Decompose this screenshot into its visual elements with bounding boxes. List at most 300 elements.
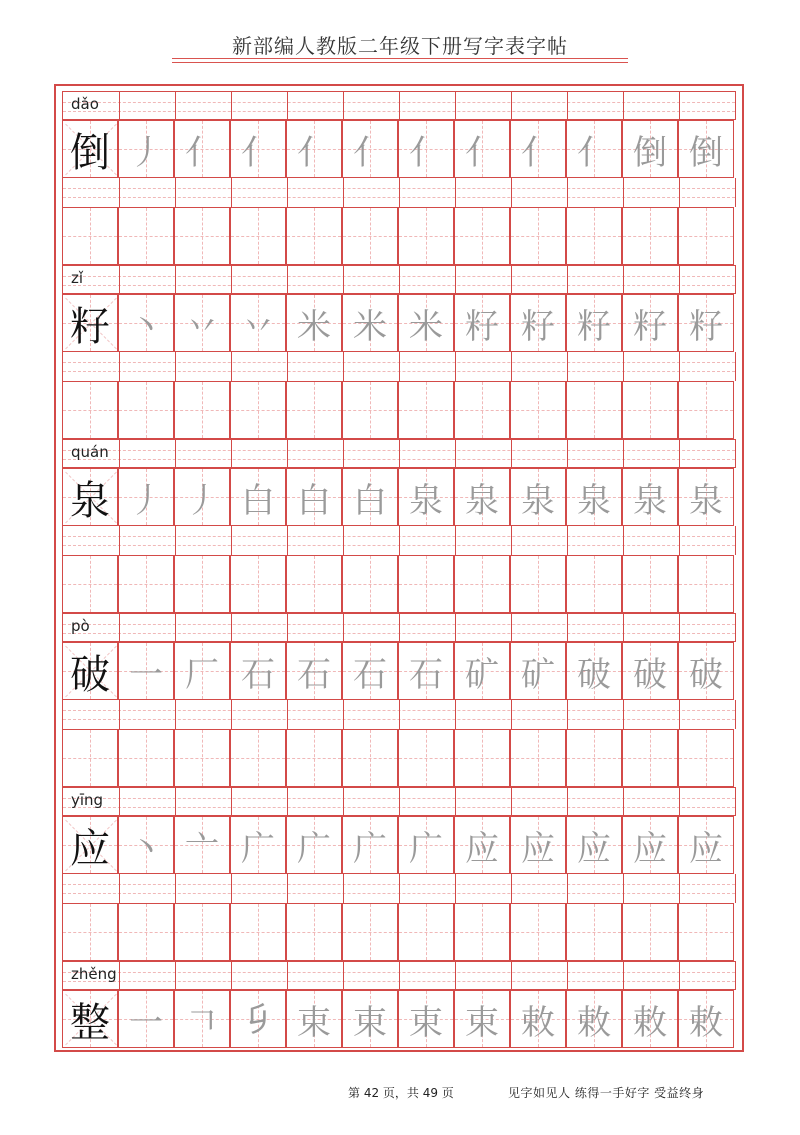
pinyin-label: yīng [71,791,104,809]
center-guide-vertical [426,730,427,786]
cell-divider [399,526,400,555]
cell-divider [679,962,680,989]
cell-divider [287,788,288,815]
stroke-step-cell [174,120,230,178]
cell-divider [399,92,400,119]
blank-writing-cell [454,207,510,265]
cell-divider [343,614,344,641]
cell-divider [175,962,176,989]
stroke-step-cell [454,642,510,700]
cell-divider [119,178,120,207]
stroke-order-step: 丷 [241,306,275,347]
cell-divider [175,266,176,293]
practice-row [62,381,736,439]
blank-writing-cell [566,381,622,439]
stroke-order-step: 𠃍 [185,1002,219,1043]
practice-row [62,903,736,961]
stroke-order-step: 敕 [577,1002,611,1043]
stroke-step-cell [230,294,286,352]
center-guide-vertical [202,208,203,264]
center-guide-vertical [90,208,91,264]
character-block [62,91,736,265]
pinyin-row [62,961,736,990]
cell-divider [119,614,120,641]
center-guide-vertical [370,382,371,438]
center-guide-vertical [594,382,595,438]
stroke-order-step: 亻 [297,132,331,173]
character-row [62,294,736,352]
cell-divider [231,352,232,381]
stroke-step-cell [566,468,622,526]
pinyin-row [62,265,736,294]
cell-divider [231,962,232,989]
character-block [62,613,736,787]
stroke-order-step: 米 [353,306,387,347]
blank-writing-cell [174,555,230,613]
cell-divider [287,526,288,555]
blank-writing-cell [622,381,678,439]
cell-divider [511,526,512,555]
center-guide-vertical [90,730,91,786]
stroke-step-cell [174,816,230,874]
center-guide-vertical [426,556,427,612]
stroke-order-step: 亻 [241,132,275,173]
stroke-order-step: 广 [297,828,331,869]
cell-divider [623,266,624,293]
center-guide-vertical [650,730,651,786]
center-guide-vertical [90,904,91,960]
stroke-order-step: 籽 [577,306,611,347]
stroke-step-cell [510,816,566,874]
center-guide-vertical [258,556,259,612]
character-block [62,787,736,961]
stroke-step-cell [398,468,454,526]
pinyin-blank-row [62,526,736,555]
character-block [62,961,736,1135]
cell-divider [119,266,120,293]
cell-divider [399,962,400,989]
center-guide-vertical [90,382,91,438]
title-underline [172,58,628,59]
cell-divider [679,526,680,555]
blank-writing-cell [678,555,734,613]
center-guide-vertical [538,208,539,264]
stroke-step-cell [342,468,398,526]
stroke-order-step: 丶 [129,306,163,347]
cell-divider [231,874,232,903]
pinyin-blank-row [62,178,736,207]
stroke-order-step: 广 [241,828,275,869]
practice-row [62,207,736,265]
pinyin-label: quán [71,443,109,461]
cell-divider [623,700,624,729]
cell-divider [175,788,176,815]
cell-divider [623,178,624,207]
stroke-step-cell [342,120,398,178]
center-guide-vertical [370,904,371,960]
stroke-step-cell [678,294,734,352]
stroke-step-cell [286,816,342,874]
blank-writing-cell [286,555,342,613]
cell-divider [343,178,344,207]
page-number: 第 42 页，共 49 页 [348,1086,454,1100]
stroke-order-step: 应 [577,828,611,869]
stroke-order-step: 𠂎 [241,999,275,1040]
center-guide-vertical [146,904,147,960]
stroke-order-step: 倒 [689,132,723,173]
cell-divider [287,440,288,467]
blank-writing-cell [398,555,454,613]
cell-divider [623,614,624,641]
blank-writing-cell [566,729,622,787]
stroke-step-cell [286,294,342,352]
footer-slogan: 见字如见人 练得一手好字 受益终身 [508,1086,705,1100]
center-guide-vertical [482,904,483,960]
stroke-step-cell [174,990,230,1048]
blank-writing-cell [622,555,678,613]
cell-divider [399,352,400,381]
stroke-order-step: 厂 [185,654,219,695]
stroke-step-cell [286,642,342,700]
stroke-order-step: 白 [241,480,275,521]
center-guide-vertical [706,556,707,612]
cell-divider [175,178,176,207]
cell-divider [231,788,232,815]
stroke-step-cell [454,990,510,1048]
cell-divider [119,788,120,815]
stroke-step-cell [510,120,566,178]
cell-divider [511,178,512,207]
cell-divider [679,700,680,729]
cell-divider [399,700,400,729]
blank-writing-cell [510,207,566,265]
stroke-step-cell [566,642,622,700]
cell-divider [175,92,176,119]
cell-divider [343,352,344,381]
cell-divider [343,874,344,903]
cell-divider [567,962,568,989]
stroke-step-cell [678,816,734,874]
stroke-step-cell [566,120,622,178]
stroke-step-cell [398,294,454,352]
cell-divider [231,440,232,467]
blank-writing-cell [510,903,566,961]
character-row [62,990,736,1048]
stroke-step-cell [118,816,174,874]
stroke-order-step: 破 [633,654,667,695]
cell-divider [679,440,680,467]
stroke-step-cell [118,468,174,526]
blank-writing-cell [286,729,342,787]
center-guide-vertical [146,382,147,438]
stroke-step-cell [398,816,454,874]
cell-divider [231,266,232,293]
cell-divider [119,526,120,555]
stroke-step-cell [342,294,398,352]
blank-writing-cell [342,207,398,265]
blank-writing-cell [678,903,734,961]
stroke-step-cell [174,468,230,526]
cell-divider [455,352,456,381]
stroke-order-step: 应 [521,828,555,869]
stroke-order-step: 籽 [689,306,723,347]
stroke-order-step: 亻 [521,132,555,173]
cell-divider [119,352,120,381]
center-guide-vertical [650,382,651,438]
center-guide-vertical [370,730,371,786]
stroke-order-step: 丿 [129,132,163,173]
stroke-step-cell [286,468,342,526]
character-block [62,439,736,613]
center-guide-vertical [706,730,707,786]
stroke-step-cell [398,120,454,178]
blank-writing-cell [118,729,174,787]
cell-divider [119,440,120,467]
stroke-step-cell [622,120,678,178]
blank-writing-cell [398,207,454,265]
cell-divider [455,526,456,555]
center-guide-vertical [202,556,203,612]
center-guide-vertical [370,208,371,264]
blank-writing-cell [342,555,398,613]
stroke-step-cell [286,990,342,1048]
blank-writing-cell [454,903,510,961]
center-guide-vertical [426,208,427,264]
cell-divider [455,788,456,815]
cell-divider [343,92,344,119]
stroke-order-step: 丿 [129,480,163,521]
pinyin-row [62,613,736,642]
stroke-order-step: 广 [409,828,443,869]
stroke-order-step: 矿 [465,654,499,695]
cell-divider [511,440,512,467]
stroke-order-step: 束 [297,1002,331,1043]
model-character: 整 [70,999,110,1046]
blank-writing-cell [510,729,566,787]
cell-divider [455,440,456,467]
stroke-order-step: 矿 [521,654,555,695]
cell-divider [623,788,624,815]
cell-divider [287,352,288,381]
stroke-order-step: 石 [297,654,331,695]
stroke-step-cell [622,468,678,526]
center-guide-vertical [650,904,651,960]
stroke-order-step: 亻 [353,132,387,173]
stroke-order-step: 广 [353,828,387,869]
model-character: 应 [70,825,110,872]
stroke-step-cell [174,642,230,700]
cell-divider [679,92,680,119]
stroke-order-step: 亻 [465,132,499,173]
cell-divider [511,700,512,729]
stroke-order-step: 丷 [185,306,219,347]
stroke-order-step: 束 [409,1002,443,1043]
blank-writing-cell [230,903,286,961]
stroke-order-step: 泉 [465,480,499,521]
character-row [62,642,736,700]
blank-writing-cell [342,729,398,787]
center-guide-vertical [314,556,315,612]
stroke-step-cell [622,642,678,700]
cell-divider [399,614,400,641]
cell-divider [511,266,512,293]
stroke-step-cell [230,120,286,178]
cell-divider [511,352,512,381]
cell-divider [679,178,680,207]
stroke-step-cell [230,990,286,1048]
stroke-step-cell [622,990,678,1048]
cell-divider [511,92,512,119]
cell-divider [343,526,344,555]
cell-divider [511,874,512,903]
character-row [62,816,736,874]
center-guide-vertical [482,730,483,786]
practice-row [62,555,736,613]
stroke-order-step: 应 [465,828,499,869]
cell-divider [399,440,400,467]
stroke-step-cell [398,990,454,1048]
blank-writing-cell [230,729,286,787]
stroke-step-cell [118,120,174,178]
cell-divider [343,700,344,729]
center-guide-vertical [258,730,259,786]
cell-divider [455,962,456,989]
stroke-order-step: 敕 [689,1002,723,1043]
center-guide-vertical [538,730,539,786]
cell-divider [623,352,624,381]
cell-divider [567,874,568,903]
stroke-step-cell [230,468,286,526]
stroke-order-step: 石 [353,654,387,695]
cell-divider [287,700,288,729]
blank-writing-cell [286,207,342,265]
center-guide-vertical [706,904,707,960]
center-guide-vertical [314,208,315,264]
blank-writing-cell [678,381,734,439]
practice-grid [62,91,736,1045]
blank-writing-cell [118,207,174,265]
cell-divider [287,614,288,641]
stroke-order-step: 泉 [409,480,443,521]
stroke-order-step: 泉 [633,480,667,521]
blank-writing-cell [510,555,566,613]
blank-writing-cell [286,381,342,439]
cell-divider [119,700,120,729]
stroke-order-step: 籽 [521,306,555,347]
cell-divider [399,788,400,815]
stroke-step-cell [678,468,734,526]
cell-divider [679,874,680,903]
stroke-step-cell [398,642,454,700]
cell-divider [455,874,456,903]
stroke-step-cell [566,990,622,1048]
cell-divider [175,614,176,641]
blank-writing-cell [566,207,622,265]
cell-divider [567,700,568,729]
cell-divider [511,962,512,989]
model-character-cell [62,642,118,700]
stroke-step-cell [454,816,510,874]
blank-writing-cell [510,381,566,439]
center-guide-vertical [314,382,315,438]
model-character-cell [62,294,118,352]
blank-writing-cell [678,207,734,265]
cell-divider [455,614,456,641]
blank-writing-cell [454,729,510,787]
cell-divider [231,526,232,555]
stroke-step-cell [510,294,566,352]
blank-writing-cell [118,381,174,439]
model-character-cell [62,990,118,1048]
cell-divider [567,92,568,119]
center-guide-vertical [90,556,91,612]
page-title: 新部编人教版二年级下册写字表字帖 [232,34,568,58]
cell-divider [567,788,568,815]
stroke-step-cell [678,642,734,700]
stroke-step-cell [174,294,230,352]
blank-writing-cell [286,903,342,961]
stroke-step-cell [286,120,342,178]
stroke-order-step: 白 [297,480,331,521]
blank-writing-cell [454,381,510,439]
cell-divider [343,962,344,989]
stroke-order-step: 亻 [577,132,611,173]
center-guide-vertical [146,556,147,612]
center-guide-vertical [482,208,483,264]
cell-divider [511,614,512,641]
stroke-step-cell [230,642,286,700]
center-guide-vertical [258,904,259,960]
center-guide-vertical [594,208,595,264]
cell-divider [231,178,232,207]
center-guide-vertical [538,556,539,612]
center-guide-vertical [146,208,147,264]
cell-divider [231,614,232,641]
blank-writing-cell [62,207,118,265]
stroke-order-step: 亠 [185,828,219,869]
blank-writing-cell [398,381,454,439]
blank-writing-cell [62,729,118,787]
cell-divider [343,266,344,293]
stroke-order-step: 束 [465,1002,499,1043]
cell-divider [399,178,400,207]
cell-divider [175,874,176,903]
cell-divider [231,92,232,119]
stroke-step-cell [230,816,286,874]
blank-writing-cell [566,555,622,613]
cell-divider [287,266,288,293]
stroke-step-cell [510,642,566,700]
stroke-order-step: 丶 [129,828,163,869]
pinyin-label: pò [71,617,90,635]
center-guide-vertical [202,904,203,960]
stroke-order-step: 米 [409,306,443,347]
stroke-step-cell [342,990,398,1048]
cell-divider [623,962,624,989]
blank-writing-cell [174,729,230,787]
stroke-step-cell [678,120,734,178]
cell-divider [679,266,680,293]
stroke-order-step: 破 [689,654,723,695]
cell-divider [623,440,624,467]
character-row [62,468,736,526]
stroke-order-step: 应 [689,828,723,869]
stroke-step-cell [118,294,174,352]
center-guide-vertical [258,382,259,438]
blank-writing-cell [230,381,286,439]
cell-divider [455,178,456,207]
blank-writing-cell [174,207,230,265]
